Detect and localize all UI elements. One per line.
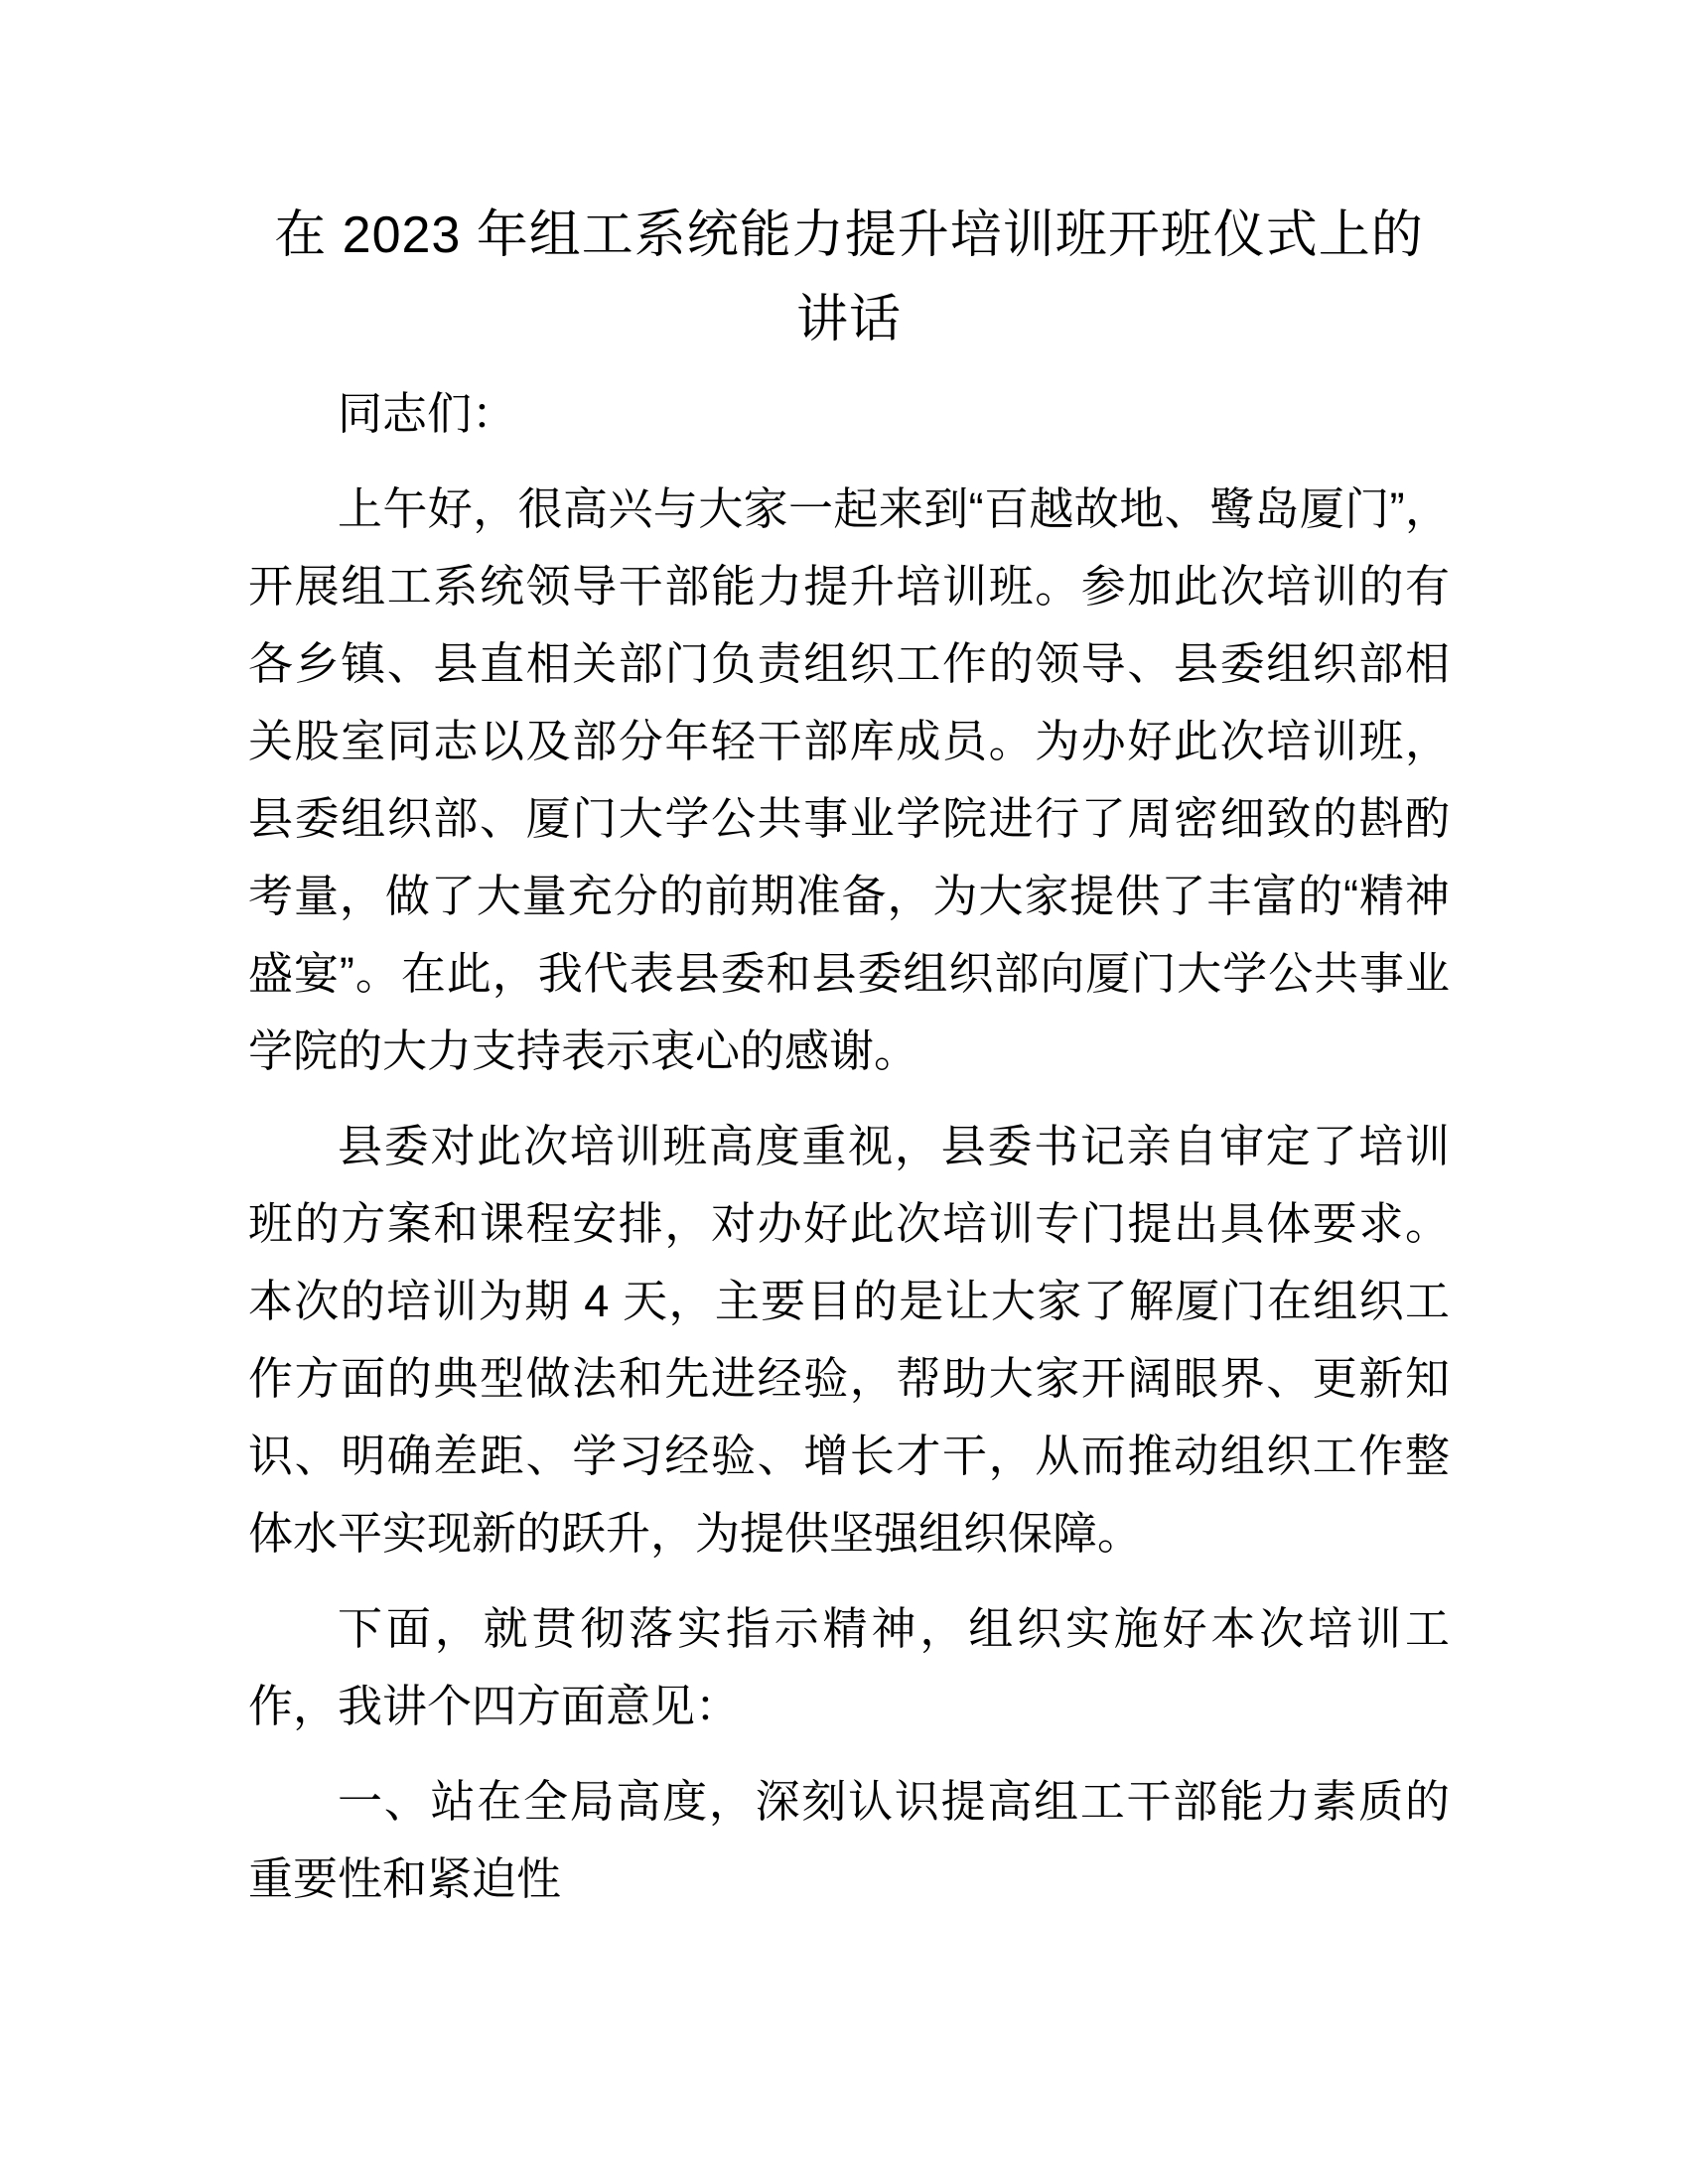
paragraph-section-heading: 一、站在全局高度，深刻认识提高组工干部能力素质的重要性和紧迫性 <box>248 1776 1450 1904</box>
paragraph-training-overview: 县委对此次培训班高度重视，县委书记亲自审定了培训班的方案和课程安排，对办好此次培训专门提出具体要求。本次的培训为期 4 天，主要目的是让大家了解厦门在组织工作方面的典型做法和先进经验，帮助大家开阔眼界、更新知识、明确差距、学习经验、增长才干，从而推动组织工作整体水平实现新的跃升，为提供坚强组织保障。 <box>248 1121 1450 1559</box>
document-title: 在 2023 年组工系统能力提升培训班开班仪式上的讲话 <box>274 206 1424 348</box>
paragraph-greeting: 上午好，很高兴与大家一起来到“百越故地、鹭岛厦门”，开展组工系统领导干部能力提升培训班。参加此次培训的有各乡镇、县直相关部门负责组织工作的领导、县委组织部相关股室同志以及部分年轻干部库成员。为办好此次培训班，县委组织部、厦门大学公共事业学院进行了周密细致的斟酌考量，做了大量充分的前期准备，为大家提供了丰富的“精神盛宴”。在此，我代表县委和县委组织部向厦门大学公共事业学院的大力支持表示衷心的感谢。 <box>248 483 1450 1076</box>
paragraph-transition: 下面，就贯彻落实指示精神，组织实施好本次培训工作，我讲个四方面意见： <box>248 1603 1450 1731</box>
paragraph-salutation: 同志们： <box>338 388 517 439</box>
